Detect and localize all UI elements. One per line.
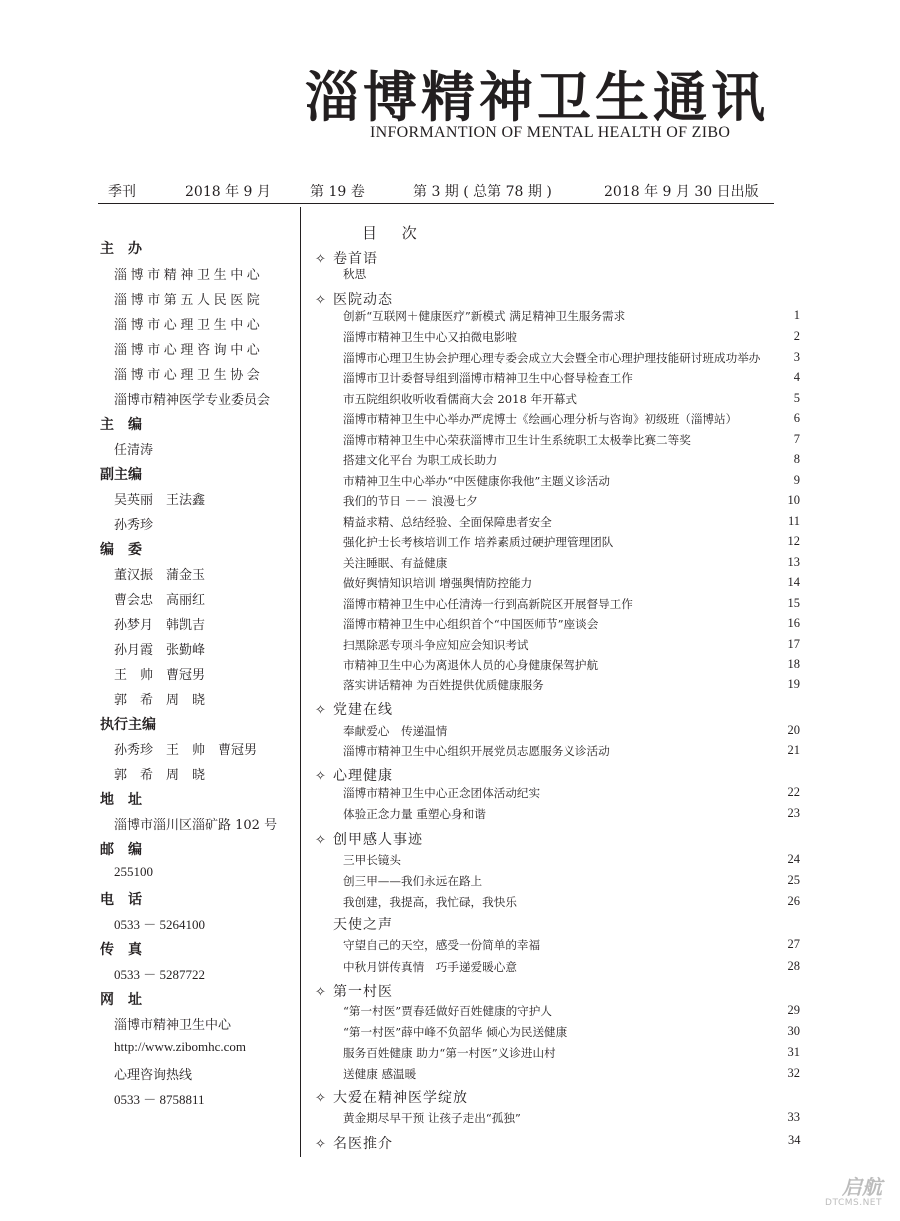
- toc-section-name: 天使之声: [333, 917, 393, 933]
- toc-page-number: 34: [788, 1133, 801, 1147]
- column-divider: [300, 207, 301, 1157]
- toc-section-name: 创甲感人事迹: [333, 832, 423, 848]
- toc-entry-title: 服务百姓健康 助力“第一村医”义诊进山村: [343, 1046, 556, 1060]
- editor-name: 任清涛: [114, 443, 154, 458]
- issue-number: 第 3 期 ( 总第 78 期 ): [413, 184, 552, 200]
- toc-entry-title: 我们的节日 －－ 浪漫七夕: [343, 494, 478, 508]
- toc-page-number: 28: [787, 959, 800, 973]
- toc-section-header: [315, 699, 393, 719]
- toc-page-number: 13: [787, 555, 800, 569]
- toc-entry-title: 我创建，我提高，我忙碌，我快乐: [343, 895, 517, 909]
- board-names: 孙月霞 张勤峰: [114, 643, 206, 658]
- website-url: http://www.zibomhc.com: [114, 1039, 247, 1054]
- toc-section-header: [315, 914, 393, 934]
- toc-entry-title: 精益求精、总结经验、全面保障患者安全: [343, 515, 552, 529]
- toc-section-name: 心理健康: [333, 768, 393, 784]
- fax-label: 传 真: [100, 942, 142, 958]
- toc-entry-title: 三甲长镜头: [343, 853, 401, 867]
- header-rule: [98, 203, 774, 204]
- board-names: 孙梦月 韩凯吉: [114, 618, 206, 633]
- exec-editor-names: 孙秀珍 王 帅 曹冠男: [114, 743, 258, 758]
- toc-section-header: [315, 289, 393, 309]
- toc-entry-title: 创三甲——我们永远在路上: [343, 874, 483, 888]
- issue-frequency: 季刊: [108, 184, 136, 200]
- toc-page-number: 17: [787, 637, 800, 651]
- toc-page-number: 2: [793, 329, 800, 343]
- toc-section-header: [315, 1133, 393, 1153]
- journal-title-english: INFORMANTION OF MENTAL HEALTH OF ZIBO: [370, 124, 731, 141]
- postcode-value: 255100: [114, 864, 153, 879]
- hotline-label: 心理咨询热线: [114, 1068, 193, 1083]
- sponsor-item: 淄博市精神卫生中心: [114, 268, 264, 283]
- toc-entry-title: 淄博市精神卫生中心组织首个“中国医师节”座谈会: [343, 617, 599, 631]
- toc-section-header: [315, 829, 423, 849]
- toc-page-number: 21: [787, 743, 800, 757]
- toc-entry-title: 市五院组织收听收看儒商大会 2018 年开幕式: [343, 392, 577, 406]
- toc-page-number: 8: [793, 452, 800, 466]
- toc-page-number: 15: [787, 596, 800, 610]
- address-value: 淄博市淄川区淄矿路 102 号: [114, 818, 278, 833]
- deputy-editor-names: 孙秀珍: [114, 518, 154, 533]
- toc-entry-title: 淄博市精神卫生中心举办严虎博士《绘画心理分析与咨询》初级班（淄博站）: [343, 412, 738, 426]
- diamond-icon: ✧: [315, 1137, 326, 1152]
- issue-date: 2018 年 9 月: [185, 184, 271, 200]
- watermark-site: DTCMS.NET: [825, 1198, 882, 1208]
- toc-section-header: [315, 1087, 468, 1107]
- toc-page-number: 4: [793, 370, 800, 384]
- diamond-icon: ✧: [315, 769, 326, 784]
- toc-page-number: 22: [787, 785, 800, 799]
- toc-entry-title: 体验正念力量 重塑心身和谐: [343, 807, 486, 821]
- toc-page-number: 32: [787, 1066, 800, 1080]
- toc-entry-title: 奉献爱心 传递温情: [343, 724, 448, 738]
- website-org: 淄博市精神卫生中心: [114, 1018, 232, 1033]
- toc-page-number: 7: [793, 432, 800, 446]
- fax-value: 0533 － 5287722: [114, 967, 206, 982]
- board-names: 王 帅 曹冠男: [114, 668, 206, 683]
- deputy-editor-names: 吴英丽 王法鑫: [114, 493, 206, 508]
- toc-entry-title: 淄博市精神卫生中心又拍微电影啦: [343, 330, 517, 344]
- toc-page-number: 23: [787, 806, 800, 820]
- deputy-editor-label: 副主编: [100, 467, 142, 483]
- diamond-icon: ✧: [315, 985, 326, 1000]
- toc-page-number: 27: [787, 937, 800, 951]
- watermark-brand: 启航: [842, 1175, 882, 1199]
- toc-page-number: 14: [787, 575, 800, 589]
- toc-page-number: 33: [787, 1110, 800, 1124]
- diamond-icon: ✧: [315, 703, 326, 718]
- toc-page-number: 31: [787, 1045, 800, 1059]
- postcode-label: 邮 编: [100, 842, 142, 858]
- editor-label: 主 编: [100, 417, 142, 433]
- exec-editor-label: 执行主编: [100, 717, 156, 733]
- toc-entry-title: 扫黑除恶专项斗争应知应会知识考试: [343, 638, 529, 652]
- toc-entry-title: 送健康 感温暖: [343, 1067, 417, 1081]
- toc-section-header: [315, 248, 378, 268]
- phone-value: 0533 － 5264100: [114, 917, 206, 932]
- toc-entry-title: 落实讲话精神 为百姓提供优质健康服务: [343, 678, 544, 692]
- issue-publish-date: 2018 年 9 月 30 日出版: [604, 184, 759, 200]
- toc-entry-title: 黄金期尽早干预 让孩子走出“孤独”: [343, 1111, 521, 1125]
- toc-section-name: 第一村医: [333, 984, 393, 1000]
- toc-page-number: 30: [787, 1024, 800, 1038]
- toc-section-name: 卷首语: [333, 251, 378, 267]
- diamond-icon: ✧: [315, 293, 326, 308]
- toc-entry-title: 淄博市精神卫生中心任清涛一行到高新院区开展督导工作: [343, 597, 633, 611]
- toc-page-number: 20: [787, 723, 800, 737]
- toc-page-number: 29: [787, 1003, 800, 1017]
- diamond-icon: ✧: [315, 833, 326, 848]
- toc-entry-title: 强化护士长考核培训工作 培养素质过硬护理管理团队: [343, 535, 614, 549]
- phone-label: 电 话: [100, 892, 142, 908]
- toc-entry-title: 淄博市心理卫生协会护理心理专委会成立大会暨全市心理护理技能研讨班成功举办: [343, 351, 761, 365]
- toc-entry-title: 淄博市精神卫生中心组织开展党员志愿服务义诊活动: [343, 744, 610, 758]
- toc-entry-title: 市精神卫生中心举办“中医健康你我他”主题义诊活动: [343, 474, 610, 488]
- toc-page-number: 16: [787, 616, 800, 630]
- address-label: 地 址: [100, 792, 142, 808]
- toc-entry-title: 做好舆情知识培训 增强舆情防控能力: [343, 576, 533, 590]
- toc-section-name: 医院动态: [333, 292, 393, 308]
- website-label: 网 址: [100, 992, 142, 1008]
- hotline-value: 0533 － 8758811: [114, 1092, 205, 1107]
- sponsor-item: 淄博市心理卫生中心: [114, 318, 264, 333]
- board-label: 编 委: [100, 542, 142, 558]
- toc-page-number: 9: [793, 473, 800, 487]
- toc-entry-title: 关注睡眠、有益健康: [343, 556, 448, 570]
- toc-page-number: 12: [787, 534, 800, 548]
- sponsor-item: 淄博市心理咨询中心: [114, 343, 264, 358]
- toc-page-number: 10: [787, 493, 800, 507]
- toc-page-number: 1: [793, 308, 800, 322]
- toc-section-header: [315, 981, 393, 1001]
- issue-info-bar: [100, 181, 775, 205]
- toc-page-number: 24: [787, 852, 800, 866]
- diamond-icon: ✧: [315, 1091, 326, 1106]
- toc-section-name: 名医推介: [333, 1136, 393, 1152]
- toc-entry-title: “第一村医”贾春廷做好百姓健康的守护人: [343, 1004, 552, 1018]
- diamond-icon: ✧: [315, 252, 326, 267]
- toc-section-name: 党建在线: [333, 702, 393, 718]
- toc-entry-title: 搭建文化平台 为职工成长助力: [343, 453, 498, 467]
- toc-page-number: 19: [787, 677, 800, 691]
- exec-editor-names: 郭 希 周 晓: [114, 768, 206, 783]
- toc-page-number: 26: [787, 894, 800, 908]
- toc-entry-title: 秋思: [343, 267, 367, 281]
- toc-entry-title: 淄博市卫计委督导组到淄博市精神卫生中心督导检查工作: [343, 371, 633, 385]
- toc-page-number: 11: [787, 514, 800, 528]
- toc-page-number: 5: [793, 391, 800, 405]
- toc-entry-title: 中秋月饼传真情 巧手递爱暖心意: [343, 960, 517, 974]
- journal-title: 淄博精神卫生通讯: [305, 65, 769, 129]
- sponsor-item: 淄博市第五人民医院: [114, 293, 264, 308]
- toc-entry-title: “第一村医”薛中峰不负韶华 倾心为民送健康: [343, 1025, 568, 1039]
- toc-page-number: 3: [793, 350, 800, 364]
- toc-entry-title: 市精神卫生中心为离退休人员的心身健康保驾护航: [343, 658, 599, 672]
- issue-volume: 第 19 卷: [310, 184, 365, 200]
- board-names: 董汉振 蒲金玉: [114, 568, 206, 583]
- toc-page-number: 25: [787, 873, 800, 887]
- toc-entry-title: 淄博市精神卫生中心荣获淄博市卫生计生系统职工太极拳比赛二等奖: [343, 433, 691, 447]
- sponsor-item: 淄博市精神医学专业委员会: [114, 393, 271, 408]
- toc-heading: 目 次: [362, 224, 427, 242]
- sponsor-label: 主 办: [100, 241, 142, 257]
- board-names: 郭 希 周 晓: [114, 693, 206, 708]
- watermark-logo: [802, 1177, 882, 1211]
- toc-entry-title: 守望自己的天空，感受一份简单的幸福: [343, 938, 541, 952]
- toc-page-number: 6: [793, 411, 800, 425]
- toc-page-number: 18: [787, 657, 800, 671]
- toc-section-name: 大爱在精神医学绽放: [333, 1090, 468, 1106]
- toc-entry-title: 淄博市精神卫生中心正念团体活动纪实: [343, 786, 541, 800]
- toc-section-header: [315, 765, 393, 785]
- toc-entry-title: 创新“互联网＋健康医疗”新模式 满足精神卫生服务需求: [343, 309, 626, 323]
- sponsor-item: 淄博市心理卫生协会: [114, 368, 264, 383]
- board-names: 曹会忠 高丽红: [114, 593, 206, 608]
